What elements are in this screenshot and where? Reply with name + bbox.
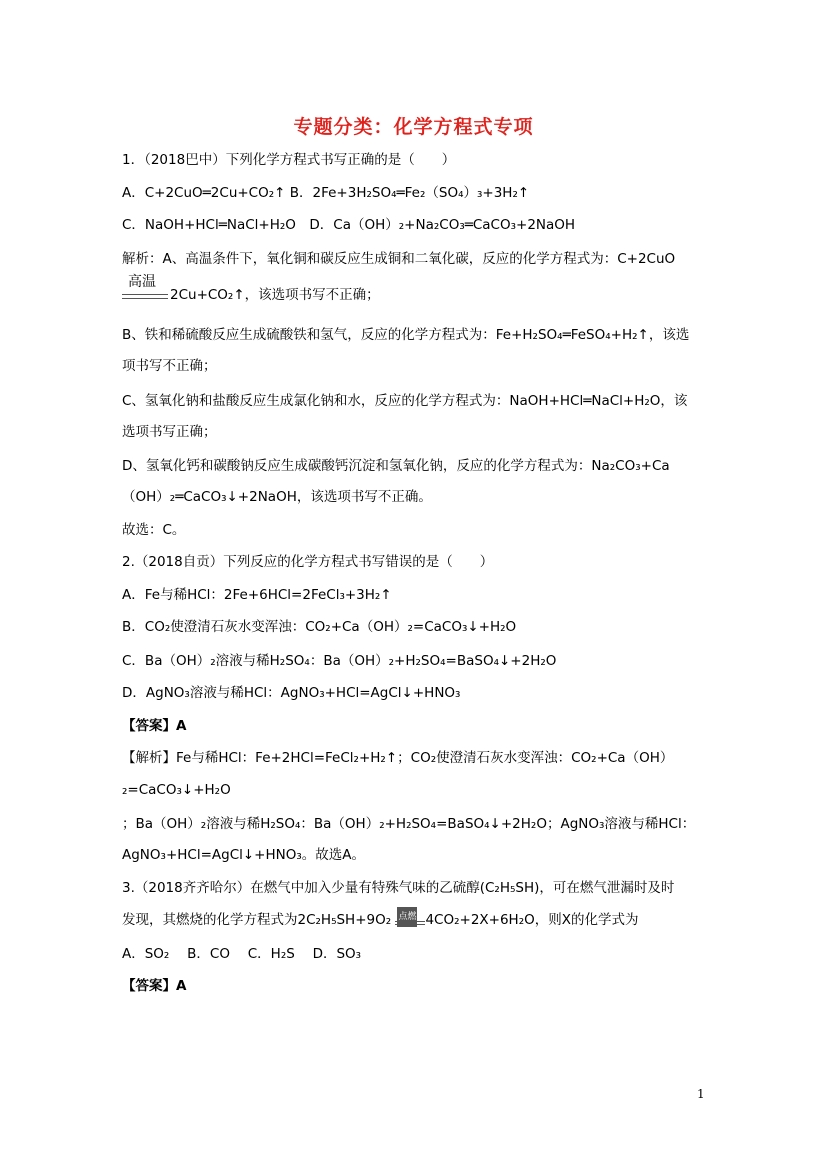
ignite-condition bbox=[395, 911, 425, 929]
question-1-stem: 1．（2018巴中）下列化学方程式书写正确的是（ ） bbox=[122, 152, 456, 168]
answer-3-label: 【答案】A bbox=[122, 978, 187, 994]
answer-2-analysis-line1: 【解析】Fe与稀HCl：Fe+2HCl=FeCl₂+H₂↑；CO₂使澄清石灰水变浑浊：CO₂+Ca（OH） bbox=[122, 750, 674, 766]
answer-2-analysis-line3: ；Ba（OH）₂溶液与稀H₂SO₄：Ba（OH）₂+H₂SO₄=BaSO₄↓+2H₂O；AgNO₃溶液与稀HCl： bbox=[122, 816, 696, 832]
analysis-b-line2: 项书写不正确； bbox=[122, 358, 217, 374]
analysis-a-line2 bbox=[122, 274, 380, 305]
high-temperature-condition bbox=[122, 274, 168, 305]
equals-line-bottom bbox=[122, 298, 168, 299]
analysis-c-line1: C、氢氧化钠和盐酸反应生成氯化钠和水，反应的化学方程式为：NaOH+HCl═NaCl+H₂O，该 bbox=[122, 393, 688, 409]
analysis-a-line1: 解析：A、高温条件下，氧化铜和碳反应生成铜和二氧化碳，反应的化学方程式为：C+2CuO bbox=[122, 251, 676, 267]
answer-2-analysis-line4: AgNO₃+HCl=AgCl↓+HNO₃。故选A。 bbox=[122, 847, 366, 863]
question-2-option-c: C．Ba（OH）₂溶液与稀H₂SO₄：Ba（OH）₂+H₂SO₄=BaSO₄↓+2H₂O bbox=[122, 653, 557, 669]
question-3-line2 bbox=[122, 910, 639, 930]
question-2-option-a: A．Fe与稀HCl：2Fe+6HCl=2FeCl₃+3H₂↑ bbox=[122, 587, 392, 603]
analysis-c-line2: 选项书写正确； bbox=[122, 424, 217, 440]
question-3-options: A．SO₂ B．CO C．H₂S D．SO₃ bbox=[122, 946, 362, 962]
question-2-option-b: B．CO₂使澄清石灰水变浑浊：CO₂+Ca（OH）₂=CaCO₃↓+H₂O bbox=[122, 619, 517, 635]
page-title: 专题分类：化学方程式专项 bbox=[293, 116, 534, 138]
condition-label: 点燃 bbox=[397, 907, 417, 927]
analysis-b-line1: B、铁和稀硫酸反应生成硫酸铁和氢气，反应的化学方程式为：Fe+H₂SO₄═FeSO₄+H₂↑，该选 bbox=[122, 327, 690, 343]
equals-line-top bbox=[122, 294, 168, 295]
question-3-line1: 3.（2018齐齐哈尔）在燃气中加入少量有特殊气味的乙硫醇(C₂H₅SH)，可在燃气泄漏时及时 bbox=[122, 880, 675, 896]
question-2-option-d: D．AgNO₃溶液与稀HCl：AgNO₃+HCl=AgCl↓+HNO₃ bbox=[122, 685, 461, 701]
question-1-options-ab: A．C+2CuO═2Cu+CO₂↑ B．2Fe+3H₂SO₄═Fe₂（SO₄）₃+3H₂↑ bbox=[122, 185, 530, 201]
answer-1: 故选：C。 bbox=[122, 522, 186, 538]
equals-line-bottom bbox=[395, 924, 425, 925]
page-number: 1 bbox=[697, 1087, 705, 1101]
question-3-equation-left: 发现，其燃烧的化学方程式为2C₂H₅SH+9O₂ bbox=[122, 912, 392, 928]
question-1-options-cd: C．NaOH+HCl═NaCl+H₂O D．Ca（OH）₂+Na₂CO₃═CaCO₃+2NaOH bbox=[122, 217, 576, 233]
question-2-stem: 2.（2018自贡）下列反应的化学方程式书写错误的是（ ） bbox=[122, 554, 494, 570]
answer-2-analysis-line2: ₂=CaCO₃↓+H₂O bbox=[122, 782, 231, 798]
question-3-equation-right: 4CO₂+2X+6H₂O，则X的化学式为 bbox=[425, 912, 639, 928]
equals-line-top bbox=[395, 921, 425, 922]
condition-label: 高温 bbox=[128, 274, 156, 290]
analysis-d-line1: D、氢氧化钙和碳酸钠反应生成碳酸钙沉淀和氢氧化钠，反应的化学方程式为：Na₂CO₃+Ca bbox=[122, 458, 670, 474]
analysis-d-line2: （OH）₂═CaCO₃↓+2NaOH，该选项书写不正确。 bbox=[122, 489, 432, 505]
analysis-a-text: 2Cu+CO₂↑，该选项书写不正确； bbox=[170, 287, 380, 303]
answer-2-label: 【答案】A bbox=[122, 718, 187, 734]
